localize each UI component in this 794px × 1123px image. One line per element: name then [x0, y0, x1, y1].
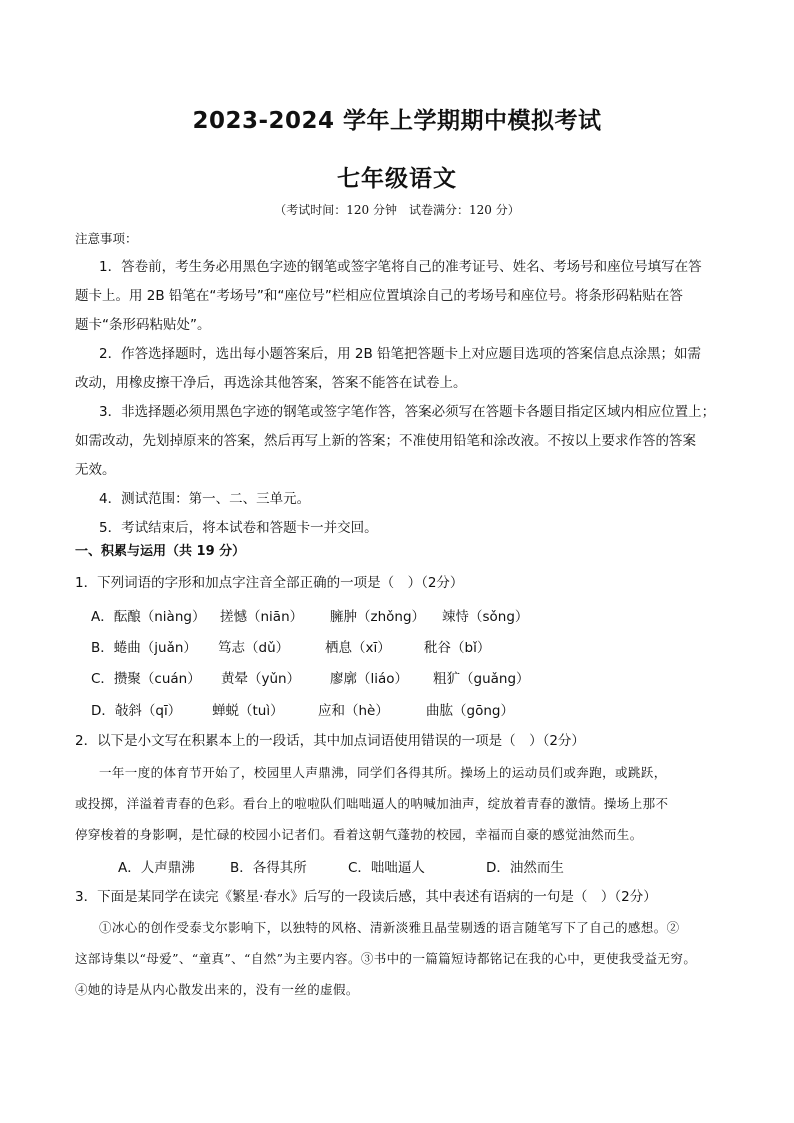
notice-line: 4．测试范围：第一、二、三单元。	[99, 491, 311, 507]
notice-line: 2．作答选择题时，选出每小题答案后，用 2B 铅笔把答题卡上对应题目选项的答案信息点涂黑；如需	[99, 346, 702, 362]
q1-option-b-word: 秕谷（bǐ）	[424, 640, 491, 656]
notice-line: 1．答卷前，考生务必用黑色字迹的钢笔或签字笔将自己的准考证号、姓名、考场号和座位号填写在答	[99, 259, 702, 275]
q2-passage-line: 一年一度的体育节开始了，校园里人声鼎沸，同学们各得其所。操场上的运动员们或奔跑，或跳跃，	[99, 765, 667, 780]
q1-option-a-word: 竦恃（sǒng）	[442, 609, 529, 625]
section-heading: 一、积累与运用（共 19 分）	[75, 544, 246, 559]
q1-option-b-word: 栖息（xī）	[325, 640, 391, 656]
question-3-stem: 3．下面是某同学在读完《繁星·春水》后写的一段读后感，其中表述有语病的一句是（ ）（2分）	[75, 889, 657, 905]
q1-option-c: C．攒聚（cuán）	[91, 671, 201, 687]
q1-option-d-word: 蝉蜕（tuì）	[212, 703, 284, 719]
q2-option-a: A．人声鼎沸	[118, 860, 195, 876]
q1-option-c-word: 廖廓（liáo）	[330, 671, 409, 687]
q1-option-a: A．酝酿（niàng）	[91, 609, 206, 625]
notice-line: 如需改动，先划掉原来的答案，然后再写上新的答案；不准使用铅笔和涂改液。不按以上要求作答的答案	[75, 433, 696, 449]
q1-option-d-word: 曲肱（gōng）	[426, 703, 514, 719]
subject-title: 七年级语文	[337, 166, 457, 192]
exam-info: （考试时间：120 分钟 试卷满分：120 分）	[274, 203, 520, 217]
notice-line: 5．考试结束后，将本试卷和答题卡一并交回。	[99, 520, 378, 536]
q1-option-a-word: 搓憾（niān）	[220, 609, 304, 625]
q3-passage-line: 这部诗集以“母爱”、“童真”、“自然”为主要内容。③书中的一篇篇短诗都铭记在我的心中，更使我受益无穷。	[75, 951, 697, 966]
q2-option-b: B．各得其所	[230, 860, 307, 876]
question-1-stem: 1．下列词语的字形和加点字注音全部正确的一项是（ ）（2分）	[75, 575, 464, 591]
notice-line: 无效。	[75, 462, 116, 478]
q1-option-d: D．敧斜（qī）	[91, 703, 182, 719]
question-2-stem: 2．以下是小文写在积累本上的一段话，其中加点词语使用错误的一项是（ ）（2分）	[75, 733, 585, 749]
q1-option-d-word: 应和（hè）	[318, 703, 389, 719]
notice-line: 题卡“条形码粘贴处”。	[75, 317, 211, 333]
q3-passage-line: ④她的诗是从内心散发出来的，没有一丝的虚假。	[75, 982, 359, 997]
q2-option-d: D．油然而生	[486, 860, 564, 876]
notice-line: 改动，用橡皮擦干净后，再选涂其他答案，答案不能答在试卷上。	[75, 375, 467, 391]
q1-option-c-word: 粗犷（guǎng）	[433, 671, 530, 687]
q1-option-b-word: 笃志（dǔ）	[218, 640, 290, 656]
q2-option-c: C．咄咄逼人	[348, 860, 425, 876]
q1-option-c-word: 黄晕（yǔn）	[221, 671, 301, 687]
notice-line: 题卡上。用 2B 铅笔在“考场号”和“座位号”栏相应位置填涂自己的考场号和座位号。将条形码粘贴在答	[75, 288, 683, 304]
q1-option-a-word: 臃肿（zhǒng）	[330, 609, 426, 625]
notice-heading: 注意事项：	[75, 231, 138, 246]
q2-passage-line: 或投掷，洋溢着青春的色彩。看台上的啦啦队们咄咄逼人的呐喊加油声，绽放着青春的激情。操场上那不	[75, 796, 669, 811]
q2-passage-line: 停穿梭着的身影啊，是忙碌的校园小记者们。看着这朝气蓬勃的校园，幸福而自豪的感觉油然而生。	[75, 827, 643, 842]
exam-title: 2023-2024 学年上学期期中模拟考试	[192, 108, 602, 134]
q1-option-b: B．蜷曲（juǎn）	[91, 640, 197, 656]
q3-passage-line: ①冰心的创作受泰戈尔影响下，以独特的风格、清新淡雅且晶莹剔透的语言随笔写下了自己的感想。②	[99, 920, 680, 935]
notice-line: 3．非选择题必须用黑色字迹的钢笔或签字笔作答，答案必须写在答题卡各题目指定区域内相应位置上；	[99, 404, 716, 420]
